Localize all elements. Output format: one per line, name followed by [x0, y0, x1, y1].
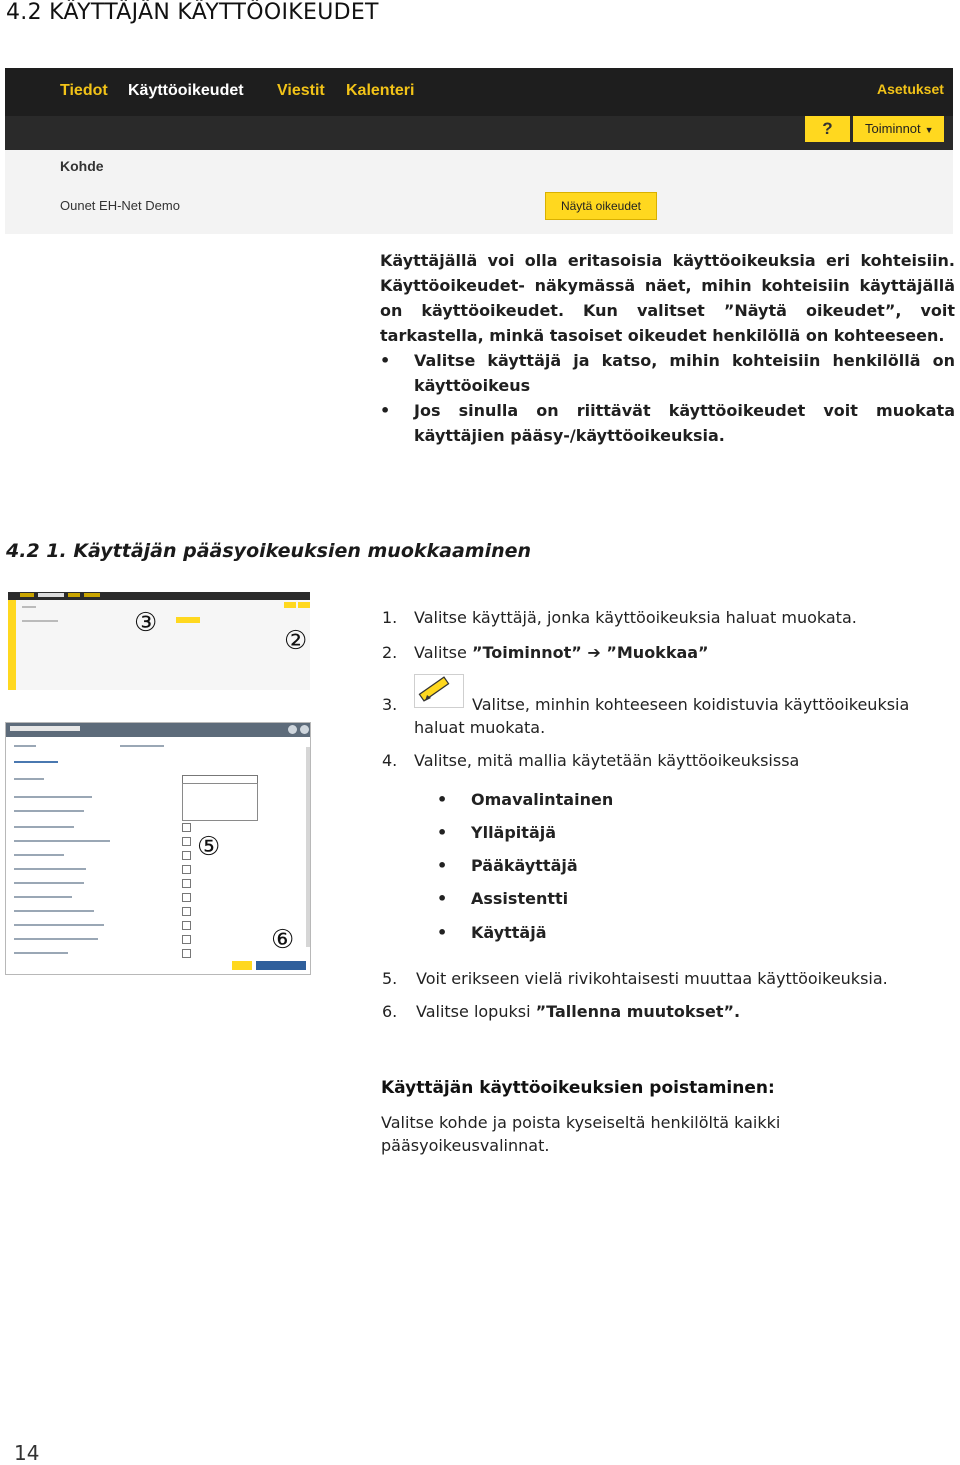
bullet-icon: •: [437, 790, 448, 809]
intro-paragraph: Käyttäjällä voi olla eritasoisia käyttöoikeuksia eri kohteisiin. Käyttöoikeudet- näkymässä näet, mihin kohteisiin käyttäjällä on käyttöoikeudet. Kun valitset ”Näytä oikeudet”, voit tarkastella, minkä tasoiset oikeudet henkilöllä on kohteeseen.: [380, 251, 955, 345]
thumb-text-line: [22, 606, 36, 608]
model-label: Assistentti: [471, 889, 569, 908]
dialog-text-line: [14, 854, 64, 856]
thumb-text-line: [22, 620, 58, 622]
dialog-close-icon: [300, 725, 309, 734]
model-label: Käyttäjä: [471, 923, 547, 942]
dialog-checkbox: [182, 893, 191, 902]
dialog-text-line: [14, 810, 84, 812]
step-text: Valitse käyttäjä, jonka käyttöoikeuksia haluat muokata.: [414, 608, 857, 627]
thumb-nav-item: [68, 593, 80, 597]
dialog-text-line: [14, 910, 94, 912]
dialog-checkbox: [182, 935, 191, 944]
step-text: Valitse, mitä mallia käytetään käyttöoikeuksissa: [414, 751, 800, 770]
dialog-checkbox: [182, 837, 191, 846]
app-screenshot: [5, 68, 953, 234]
removal-title: Käyttäjän käyttöoikeuksien poistaminen:: [381, 1078, 775, 1098]
dialog-text-line: [120, 745, 164, 747]
dialog-text-line: [14, 924, 104, 926]
intro-text: [380, 248, 955, 448]
step-number: 4.: [382, 751, 398, 770]
step-number: 6.: [382, 1002, 398, 1021]
caret-down-icon: ▼: [924, 125, 934, 135]
step-3-continued: haluat muokata.: [414, 718, 546, 737]
nav-tab-tiedot[interactable]: Tiedot: [60, 82, 108, 99]
step-text-bold: ”Tallenna muutokset”.: [535, 1002, 741, 1021]
step-number: 1.: [382, 608, 398, 627]
page-heading: 4.2 KÄYTTÄJÄN KÄYTTÖOIKEUDET: [6, 0, 379, 25]
dialog-text-line: [14, 868, 86, 870]
dialog-checkbox: [182, 851, 191, 860]
dialog-title-text: [10, 726, 80, 731]
dialog-help-icon: [288, 725, 297, 734]
step-1: [382, 606, 857, 629]
step-marker-2: ②: [284, 626, 308, 656]
settings-link[interactable]: Asetukset: [877, 81, 944, 97]
step-number: 5.: [382, 969, 398, 988]
nav-tab-kalenteri[interactable]: Kalenteri: [346, 82, 415, 99]
thumb-show-button: [176, 617, 200, 623]
page-number: 14: [14, 1441, 40, 1465]
model-label: Ylläpitäjä: [471, 823, 557, 842]
dialog-text-line: [14, 840, 110, 842]
step-text: Valitse, minhin kohteeseen koidistuvia käyttöoikeuksia: [472, 695, 910, 714]
dialog-scrollbar: [306, 747, 310, 947]
intro-bullet: • Jos sinulla on riittävät käyttöoikeudet voit muokata käyttäjien pääsy-/käyttöoikeuksia.: [380, 398, 955, 448]
help-button[interactable]: ?: [805, 116, 850, 142]
step-number: 3.: [382, 695, 398, 714]
step-marker-6: ⑥: [271, 925, 295, 955]
dialog-text-line: [14, 778, 44, 780]
step-text: Valitse: [414, 643, 472, 662]
dialog-text-line: [14, 882, 84, 884]
dialog-checkbox: [182, 823, 191, 832]
model-item: [437, 790, 613, 809]
object-label: Kohde: [60, 158, 104, 174]
intro-bullets: [380, 348, 955, 448]
removal-text: Valitse kohde ja poista kyseiseltä henkilöltä kaikki pääsyoikeusvalinnat.: [381, 1113, 781, 1155]
step-text: Valitse lopuksi: [416, 1002, 536, 1021]
actions-menu-button[interactable]: [853, 116, 944, 142]
thumb-help-button: [284, 602, 296, 608]
step-number: 2.: [382, 643, 398, 662]
model-label: Pääkäyttäjä: [471, 856, 578, 875]
intro-bullet: • Valitse käyttäjä ja katso, mihin kohteisiin henkilöllä on käyttöoikeus: [380, 348, 955, 398]
step-text: Voit erikseen vielä rivikohtaisesti muuttaa käyttöoikeuksia.: [416, 969, 888, 988]
step-2: [382, 641, 709, 664]
model-label: Omavalintainen: [471, 790, 614, 809]
dialog-text-line: [14, 952, 68, 954]
actions-label: Toiminnot: [865, 121, 921, 136]
bullet-icon: •: [437, 856, 448, 875]
thumb-nav-item: [38, 593, 64, 597]
model-item: [437, 923, 547, 942]
nav-tab-kayttooikeudet[interactable]: Käyttöoikeudet: [128, 82, 244, 99]
model-item: [437, 856, 578, 875]
show-rights-button[interactable]: Näytä oikeudet: [545, 192, 657, 220]
dialog-text-line: [14, 938, 98, 940]
thumb-nav-item: [20, 593, 34, 597]
dialog-checkbox: [182, 865, 191, 874]
dialog-checkbox: [182, 921, 191, 930]
dialog-save-button: [256, 961, 306, 970]
dialog-checkbox: [182, 949, 191, 958]
model-item: [437, 823, 556, 842]
bullet-icon: •: [437, 923, 448, 942]
thumb-sidebar: [8, 600, 16, 690]
dialog-model-list: [182, 783, 258, 821]
step-text-bold: ”Toiminnot” ➔ ”Muokkaa”: [471, 643, 709, 662]
step-marker-3: ③: [134, 608, 158, 638]
dialog-text-line: [14, 745, 36, 747]
section-heading: 4.2 1. Käyttäjän pääsyoikeuksien muokkaaminen: [6, 540, 532, 562]
dialog-cancel-button: [232, 961, 252, 970]
thumb-nav-item: [84, 593, 100, 597]
model-item: [437, 889, 568, 908]
step-4: [382, 749, 799, 772]
thumbnail-edit-dialog: [5, 722, 311, 975]
dialog-checkbox: [182, 879, 191, 888]
thumbnail-user-list: [8, 592, 310, 690]
step-marker-5: ⑤: [197, 832, 221, 862]
bullet-icon: •: [437, 889, 448, 908]
dialog-text-line: [14, 796, 92, 798]
dialog-checkbox: [182, 907, 191, 916]
step-6: [382, 1000, 740, 1023]
thumb-actions-button: [298, 602, 310, 608]
dialog-text-line: [14, 826, 74, 828]
nav-tab-viestit[interactable]: Viestit: [277, 82, 325, 99]
dialog-text-line: [14, 761, 58, 763]
object-name[interactable]: Ounet EH-Net Demo: [60, 198, 180, 213]
step-3: [382, 693, 909, 716]
step-5: [382, 967, 888, 990]
bullet-icon: •: [437, 823, 448, 842]
dialog-text-line: [14, 896, 72, 898]
